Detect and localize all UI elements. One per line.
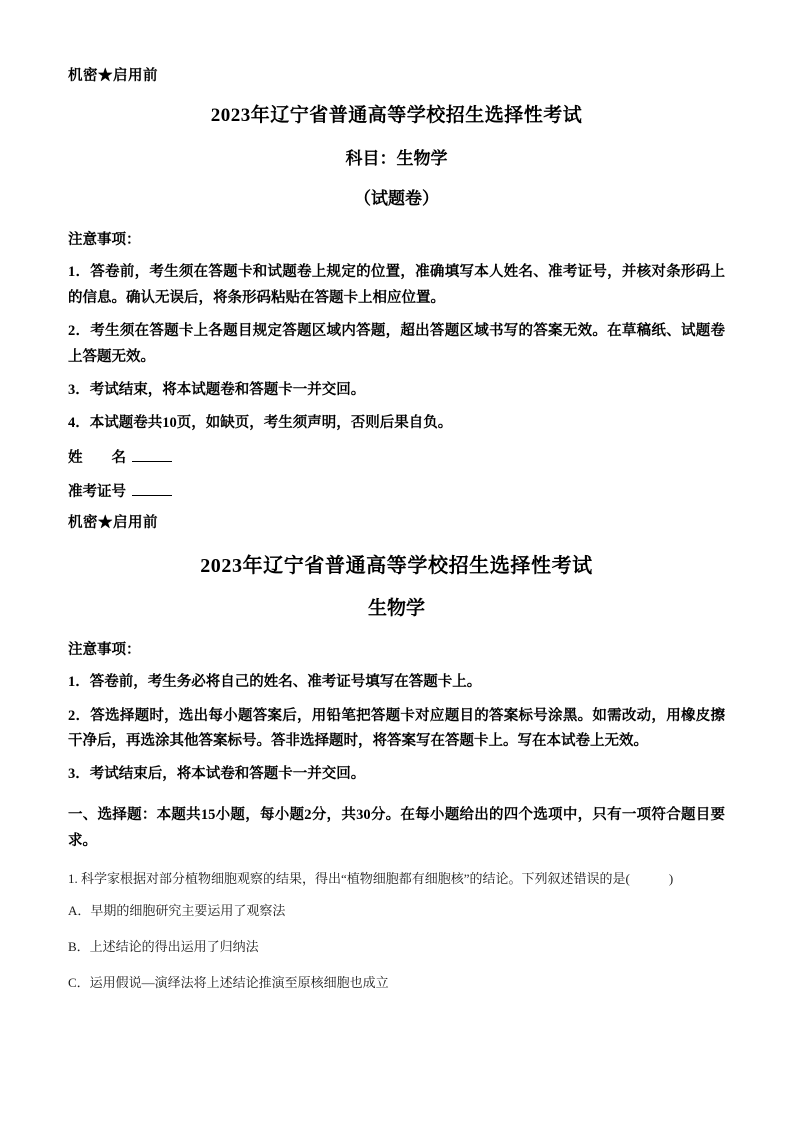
question-1-option-a[interactable]: A．早期的细胞研究主要运用了观察法: [68, 903, 286, 919]
notice-item: 4．本试题卷共10页，如缺页，考生须声明，否则后果自负。: [68, 415, 453, 432]
name-field-label: 姓 名: [68, 449, 126, 466]
question-1-option-c[interactable]: C．运用假说—演绎法将上述结论推演至原核细胞也成立: [68, 975, 389, 991]
notice-heading-second: 注意事项：: [68, 642, 141, 659]
name-field-blank[interactable]: [132, 461, 172, 462]
question-1-stem: 1. 科学家根据对部分植物细胞观察的结果，得出“植物细胞都有细胞核”的结论。下列叙述错误的是( ): [68, 871, 674, 886]
name-field-row: [68, 445, 725, 471]
notice-heading-first: 注意事项：: [68, 232, 141, 249]
notice-item: 3．考试结束后，将本试卷和答题卡一并交回。: [68, 766, 366, 783]
notice-item: 1．答卷前，考生务必将自己的姓名、准考证号填写在答题卡上。: [68, 674, 482, 691]
exam-number-field-label: 准考证号: [68, 483, 126, 500]
exam-number-field-row: [68, 479, 725, 505]
notice-item: 2．答选择题时，选出每小题答案后，用铅笔把答题卡对应题目的答案标号涂黑。如需改动，用橡皮擦干净后，再选涂其他答案标号。答非选择题时，将答案写在答题卡上。写在本试卷上无效。: [68, 707, 725, 750]
notice-item: 1．答卷前，考生须在答题卡和试题卷上规定的位置，准确填写本人姓名、准考证号，并核对条形码上的信息。确认无误后，将条形码粘贴在答题卡上相应位置。: [68, 264, 725, 306]
notice-item: 2．考生须在答题卡上各题目规定答题区域内答题，超出答题区域书写的答案无效。在草稿纸、试题卷上答题无效。: [68, 323, 725, 365]
exam-number-field-blank[interactable]: [132, 495, 172, 496]
page-title: 2023年辽宁省普通高等学校招生选择性考试: [210, 104, 583, 126]
secret-label-top: 机密★启用前: [68, 68, 158, 84]
subject-line: 科目：生物学: [345, 149, 448, 169]
subject-title-second: 生物学: [367, 597, 425, 619]
secret-label-bottom: 机密★启用前: [68, 514, 158, 531]
paper-type-label: （试题卷）: [354, 188, 439, 208]
notice-item: 3．考试结束，将本试题卷和答题卡一并交回。: [68, 381, 366, 398]
page-title-second: 2023年辽宁省普通高等学校招生选择性考试: [200, 554, 593, 577]
question-1-option-b[interactable]: B．上述结论的得出运用了归纳法: [68, 939, 259, 955]
section-one-heading: 一、选择题：本题共15小题，每小题2分，共30分。在每小题给出的四个选项中，只有一项符合题目要求。: [68, 806, 725, 849]
